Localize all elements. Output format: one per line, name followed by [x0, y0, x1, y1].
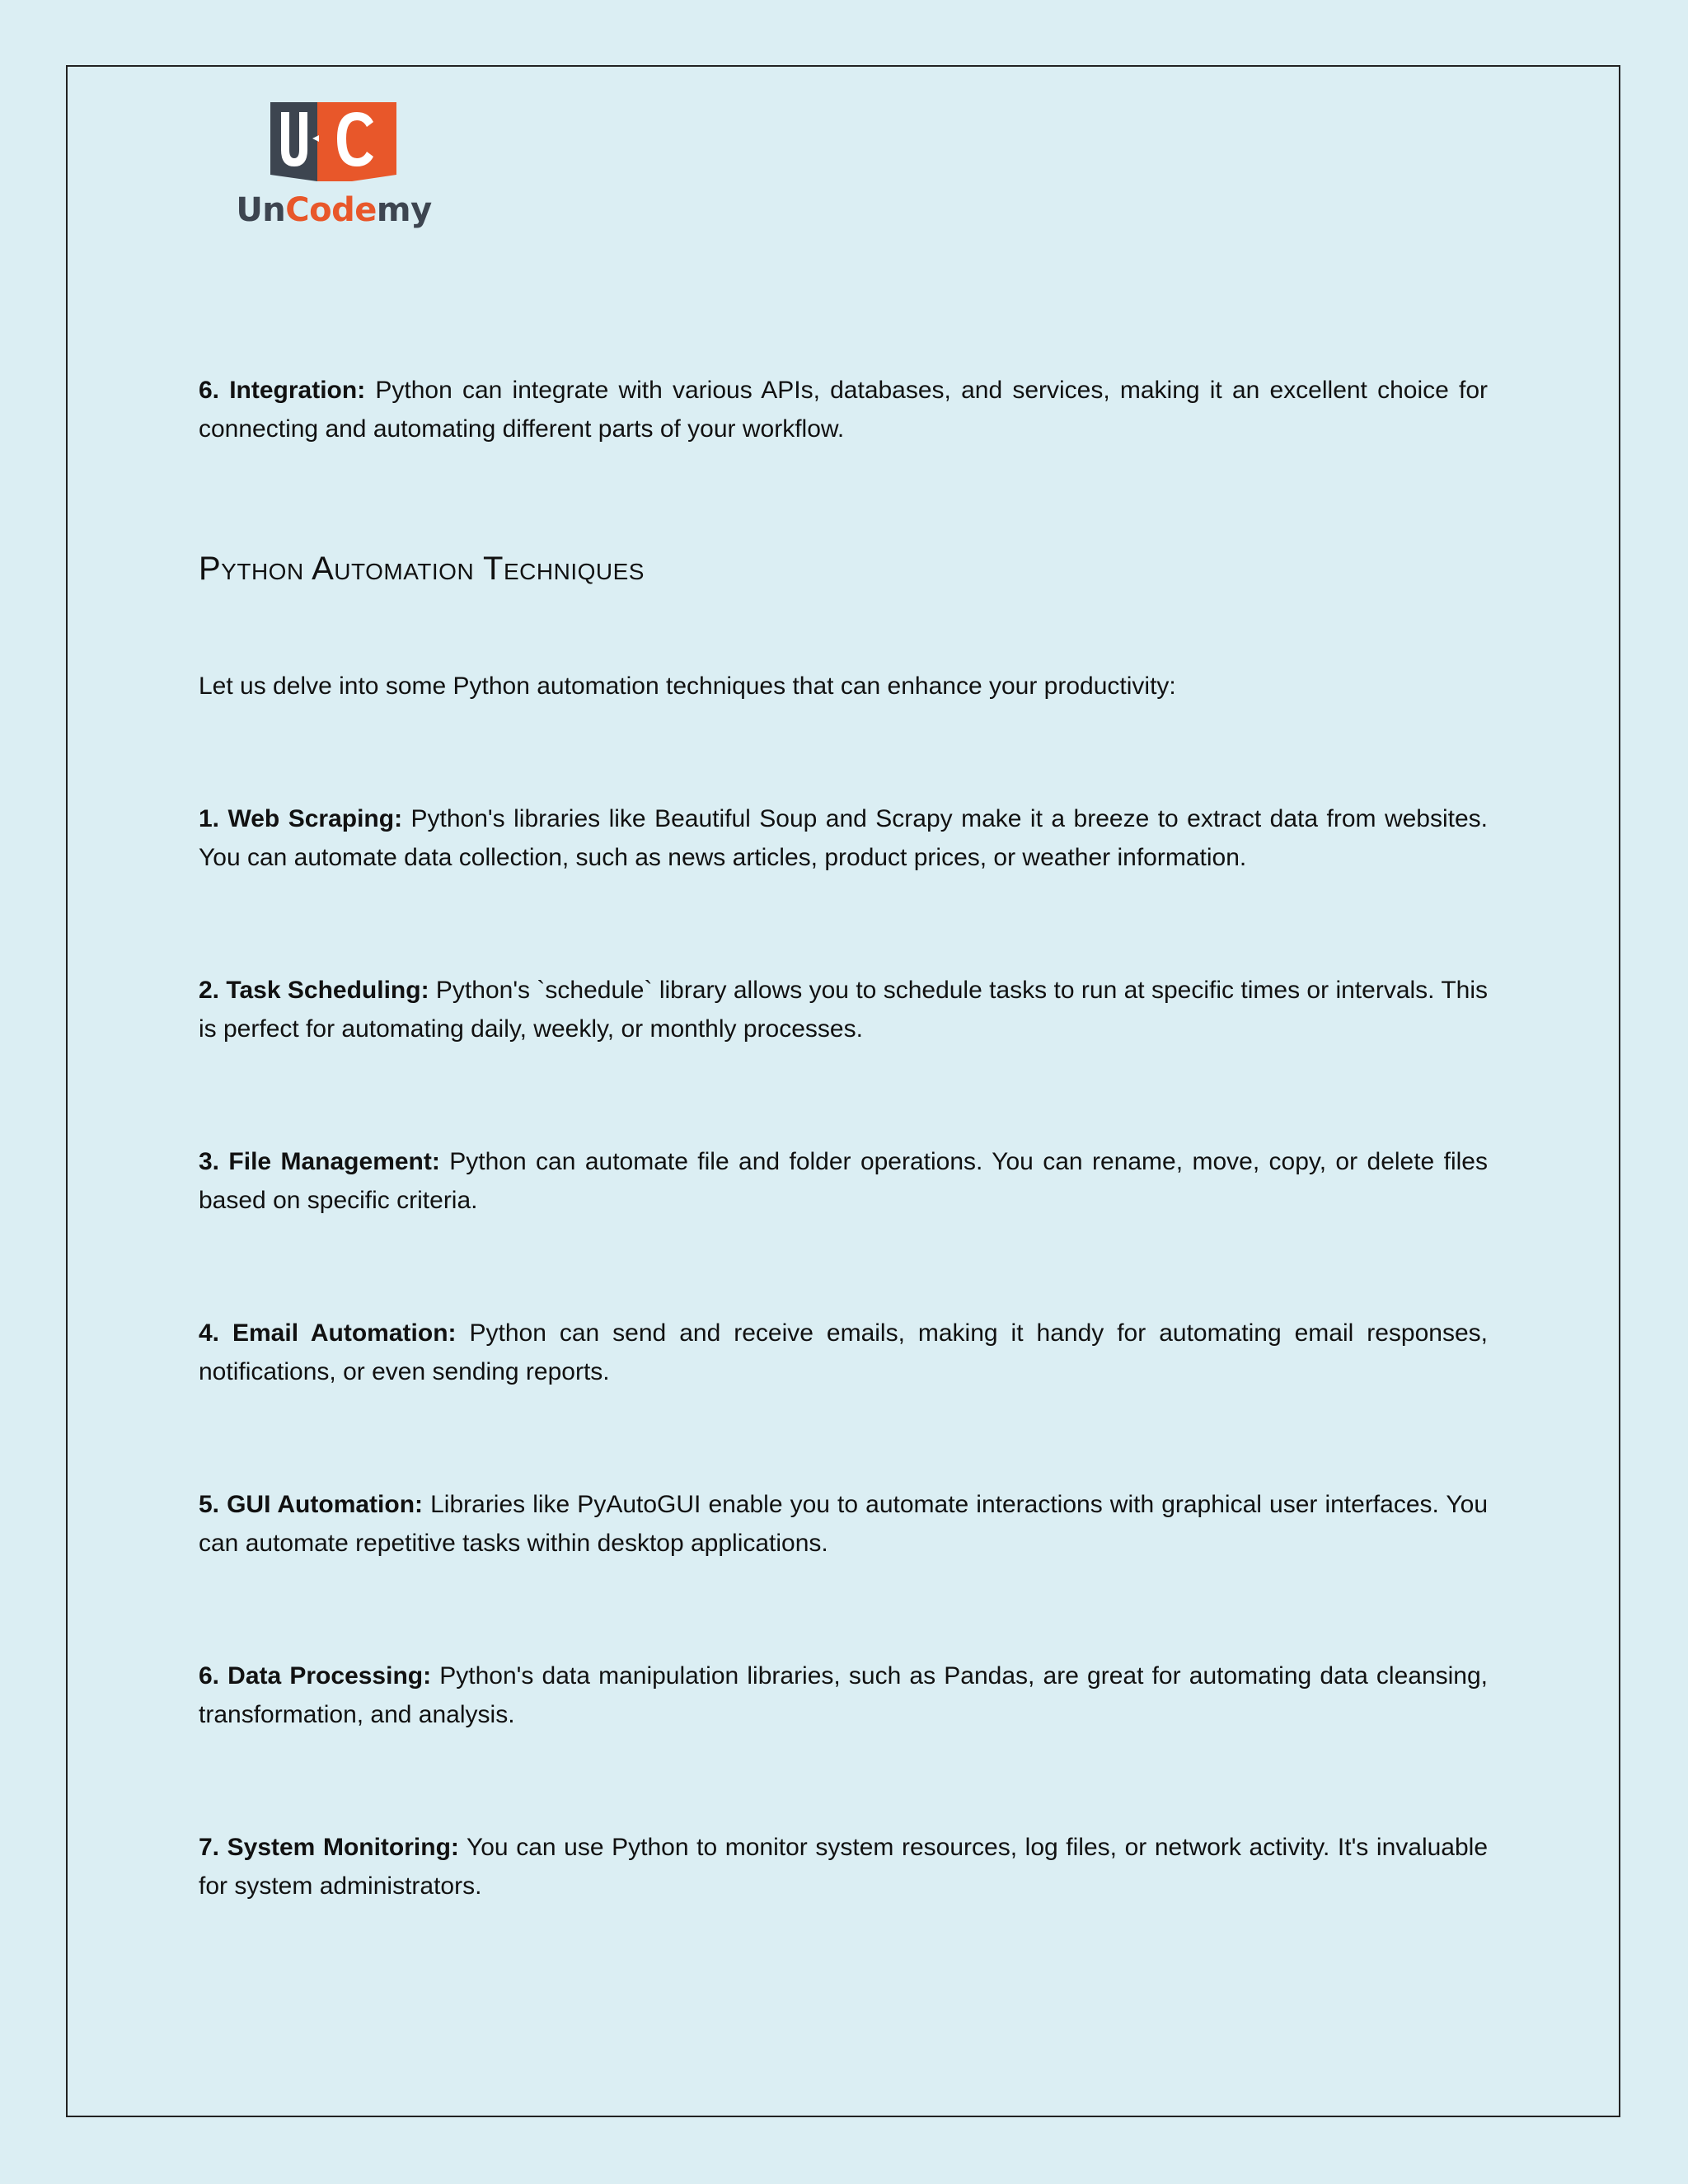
logo-wordmark: UnCodemy [236, 191, 432, 229]
technique-item: 2. Task Scheduling: Python's `schedule` library allows you to schedule tasks to run at specific times or intervals. This is perfect for automating daily, weekly, or monthly processes. [199, 977, 1488, 1043]
technique-item: 5. GUI Automation: Libraries like PyAutoGUI enable you to automate interactions with graphical user interfaces. You can automate repetitive tasks within desktop applications. [199, 1491, 1489, 1557]
uncodemy-logo [227, 99, 441, 239]
uc-logo-mark-icon [227, 99, 441, 190]
technique-item: 7. System Monitoring: You can use Python to monitor system resources, log files, or network activity. It's invaluable for system administrators. [199, 1834, 1489, 1900]
section-intro: Let us delve into some Python automation techniques that can enhance your productivity: [199, 673, 1176, 700]
technique-item: 1. Web Scraping: Python's libraries like Beautiful Soup and Scrapy make it a breeze to extract data from websites. You can automate data collection, such as news articles, product prices, or weather information. [199, 805, 1489, 871]
technique-item: 3. File Management: Python can automate file and folder operations. You can rename, move, copy, or delete files based on specific criteria. [199, 1148, 1488, 1214]
technique-item: 6. Data Processing: Python's data manipulation libraries, such as Pandas, are great for automating data cleansing, transformation, and analysis. [199, 1662, 1488, 1728]
integration-paragraph: 6. Integration: Python can integrate with various APIs, databases, and services, making it an excellent choice for connecting and automating different parts of your workflow. [199, 377, 1488, 443]
section-heading: Python Automation Techniques [199, 551, 645, 587]
technique-item: 4. Email Automation: Python can send and receive emails, making it handy for automating email responses, notifications, or even sending reports. [199, 1319, 1488, 1385]
